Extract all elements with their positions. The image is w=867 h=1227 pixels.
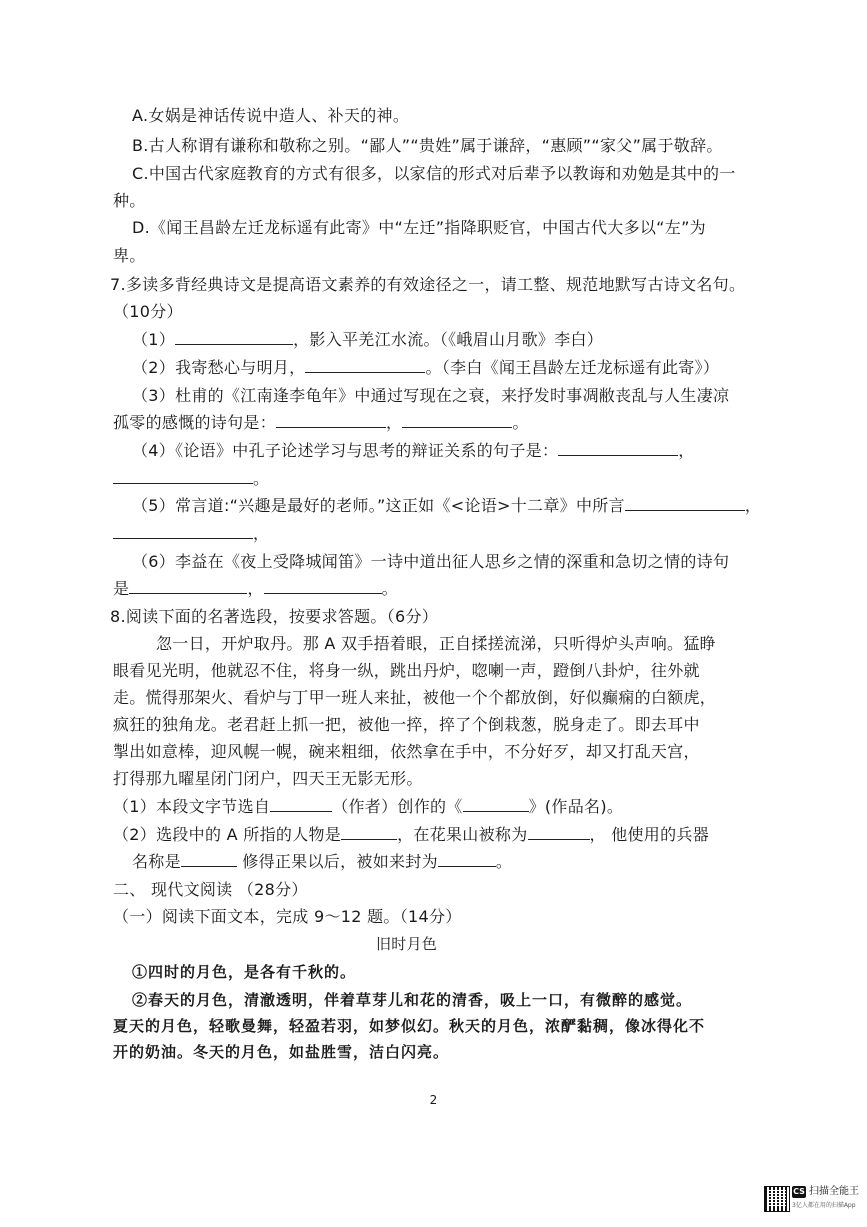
q8-stem: 8.阅读下面的名著选段，按要求答题。（6分） <box>110 607 439 626</box>
q8-passage-line4: 疯狂的独角龙。老君赶上抓一把，被他一捽，捽了个倒栽葱，脱身走了。即去耳中 <box>113 715 700 734</box>
q7-item-4-end: 。 <box>253 469 270 488</box>
q7-item-3-prefix: 孤零的感慨的诗句是： <box>113 413 277 432</box>
q7-item-2 <box>132 358 719 378</box>
q7-item-5-blank-b[interactable] <box>113 524 253 539</box>
q6-option-b: B.古人称谓有谦称和敬称之别。“鄙人”“贵姓”属于谦辞，“惠顾”“家父”属于敬辞。 <box>132 136 723 155</box>
article-para-2-line2: 夏天的月色，轻歌曼舞，轻盈若羽，如梦似幻。秋天的月色，浓酽黏稠，像冰得化不 <box>113 1017 706 1035</box>
q7-item-3-blank-a[interactable] <box>276 413 386 428</box>
q8-passage-line2: 眼看见光明，他就忍不住，将身一纵，跳出丹炉，唿喇一声，蹬倒八卦炉，往外就 <box>113 661 700 680</box>
q8-sub-2-blank-weapon[interactable] <box>181 852 237 867</box>
q6-option-d-line2: 卑。 <box>113 246 146 265</box>
q7-item-3-comma: ， <box>386 413 403 432</box>
q6-option-d-line1: D.《闻王昌龄左迁龙标遥有此寄》中“左迁”指降职贬官，中国古代大多以“左”为 <box>132 218 706 237</box>
q7-stem-line1: 7.多读多背经典诗文是提高语文素养的有效途径之一，请工整、规范地默写古诗文名句。 <box>110 275 746 294</box>
q8-sub-2-text-f: 。 <box>495 852 513 871</box>
q8-sub-1-blank-author[interactable] <box>270 797 332 812</box>
q8-sub-2-text-d: 名称是 <box>132 852 181 871</box>
q7-item-1-blank[interactable] <box>175 330 293 345</box>
q8-sub-2-blank-person[interactable] <box>341 825 397 840</box>
scanner-app-name: 扫描全能王 <box>809 1186 859 1197</box>
q6-option-a: A.女娲是神话传说中造人、补天的神。 <box>132 106 410 125</box>
q7-item-1 <box>132 330 603 350</box>
article-para-1: ①四时的月色，是各有千秋的。 <box>132 963 357 981</box>
q7-item-3-line2 <box>113 413 529 433</box>
q8-sub-2-line1 <box>113 825 709 845</box>
q6-option-c-line1: C.中国古代家庭教育的方式有很多，以家信的形式对后辈予以教诲和劝勉是其中的一 <box>132 164 736 183</box>
q7-item-2-suffix: 。（李白《闻王昌龄左迁龙标遥有此寄》） <box>425 358 720 377</box>
q7-item-3-end: 。 <box>512 413 529 432</box>
q8-sub-2-blank-title[interactable] <box>528 825 590 840</box>
q8-passage-line1: 忽一日，开炉取丹。那 A 双手捂着眼，正自揉搓流涕，只听得炉头声响。猛睁 <box>156 634 716 653</box>
q7-item-4-line2 <box>113 469 269 489</box>
q8-sub-2-text-c: ， 他使用的兵器 <box>589 825 710 844</box>
q8-sub-1-text-b: （作者）创作的《 <box>332 797 463 816</box>
q8-sub-2-text-b: ，在花果山被称为 <box>397 825 528 844</box>
section2-subtitle: （一）阅读下面文本，完成 9～12 题。（14分） <box>113 907 462 926</box>
q8-passage-line6: 打得那九曜星闭门闭户，四天王无影无形。 <box>113 769 423 788</box>
q7-item-5-line1 <box>132 496 761 516</box>
q7-item-6-line2 <box>113 579 398 599</box>
q7-item-6-line1: （6）李益在《夜上受降城闻笛》一诗中道出征人思乡之情的深重和急切之情的诗句 <box>132 552 730 571</box>
article-para-2-line3: 开的奶油。冬天的月色，如盐胜雪，洁白闪亮。 <box>113 1043 450 1061</box>
q6-option-c-line2: 种。 <box>113 191 146 210</box>
q8-sub-1 <box>113 797 623 817</box>
q7-item-5-prefix: （5）常言道:“兴趣是最好的老师。”这正如《<论语>十二章》中所言 <box>132 496 625 515</box>
q7-item-4-line1 <box>132 441 695 461</box>
qr-code-icon <box>764 1186 790 1212</box>
q8-sub-1-blank-work[interactable] <box>463 797 529 812</box>
q7-item-6-blank-b[interactable] <box>264 579 382 594</box>
q8-sub-2-text-a: （2）选段中的 A 所指的人物是 <box>113 825 342 844</box>
page-number: 2 <box>429 1093 438 1107</box>
q7-item-6-prefix: 是 <box>113 579 130 598</box>
q7-item-5-line2 <box>113 524 269 544</box>
q7-item-2-blank[interactable] <box>305 358 425 373</box>
q7-item-1-suffix: ，影入平羌江水流。（《峨眉山月歌》李白） <box>293 330 604 349</box>
scanner-slogan: 3亿人都在用的扫描App <box>792 1202 856 1209</box>
q8-passage-line3: 走。慌得那架火、看炉与丁甲一班人来扯，被他一个个都放倒，好似癫痫的白额虎， <box>113 688 717 707</box>
camscanner-logo-icon: CS <box>793 1187 805 1196</box>
q8-passage-line5: 掣出如意棒，迎风幌一幌，碗来粗细，依然拿在手中，不分好歹，却又打乱天宫， <box>113 742 700 761</box>
q7-item-3-blank-b[interactable] <box>402 413 512 428</box>
section2-title: 二、 现代文阅读 （28分） <box>113 880 308 899</box>
q7-item-4-prefix: （4）《论语》中孔子论述学习与思考的辩证关系的句子是： <box>132 441 559 460</box>
q7-item-2-prefix: （2）我寄愁心与明月， <box>132 358 306 377</box>
q7-item-1-prefix: （1） <box>132 330 176 349</box>
q8-sub-1-text-a: （1）本段文字节选自 <box>113 797 271 816</box>
q7-item-6-blank-a[interactable] <box>129 579 247 594</box>
q7-item-4-comma: ， <box>678 441 695 460</box>
q7-item-3-line1: （3）杜甫的《江南逢李龟年》中通过写现在之衰，来抒发时事凋敝丧乱与人生凄凉 <box>132 386 730 405</box>
q7-item-5-comma: ， <box>744 496 762 515</box>
q7-item-4-blank-b[interactable] <box>113 469 253 484</box>
q7-item-5-blank-a[interactable] <box>625 496 745 511</box>
q8-sub-2-blank-honor[interactable] <box>438 852 496 867</box>
q7-item-4-blank-a[interactable] <box>558 441 678 456</box>
article-title: 旧时月色 <box>376 935 438 953</box>
q7-item-6-end: 。 <box>381 579 398 598</box>
article-para-2-line1: ②春天的月色，清澈透明，伴着草芽儿和花的清香，吸上一口，有微醉的感觉。 <box>132 991 693 1009</box>
q7-stem-line2: （10分） <box>113 302 183 321</box>
q8-sub-1-text-c: 》(作品名)。 <box>528 797 624 816</box>
q7-item-5-end: ， <box>253 524 270 543</box>
q8-sub-2-text-e: 修得正果以后，被如来封为 <box>236 852 438 871</box>
q7-item-6-comma: ， <box>247 579 264 598</box>
q8-sub-2-line2 <box>132 852 512 872</box>
